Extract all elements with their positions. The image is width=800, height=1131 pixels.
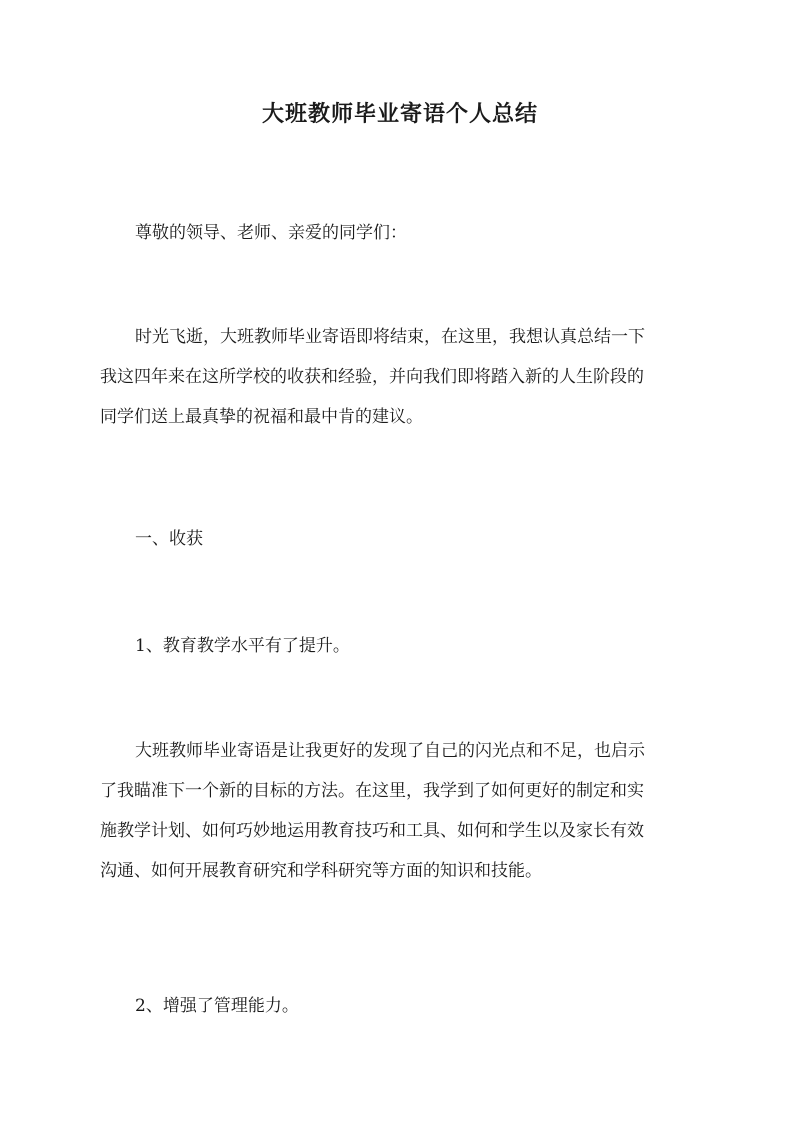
item-1-body-line-1: 大班教师毕业寄语是让我更好的发现了自己的闪光点和不足，也启示: [135, 741, 645, 761]
intro-line-2: 我这四年来在这所学校的收获和经验，并向我们即将踏入新的人生阶段的: [100, 367, 644, 387]
item-1-body-line-4: 沟通、如何开展教育研究和学科研究等方面的知识和技能。: [100, 861, 542, 881]
greeting-text: 尊敬的领导、老师、亲爱的同学们：: [135, 223, 407, 243]
item-1-heading-paragraph: [135, 626, 695, 666]
section-1-heading: 一、收获: [135, 529, 203, 549]
document-title: 大班教师毕业寄语个人总结: [261, 101, 538, 127]
greeting-paragraph: [135, 213, 695, 253]
item-1-body-line-3: 施教学计划、如何巧妙地运用教育技巧和工具、如何和学生以及家长有效: [100, 821, 644, 841]
item-1-body-line-2: 了我瞄准下一个新的目标的方法。在这里，我学到了如何更好的制定和实: [100, 781, 644, 801]
item-1-heading: 1、教育教学水平有了提升。: [135, 636, 350, 656]
intro-line-3: 同学们送上最真挚的祝福和最中肯的建议。: [100, 407, 423, 427]
item-2-heading-paragraph: [135, 986, 695, 1026]
intro-paragraph: [100, 317, 695, 437]
intro-line-1: 时光飞逝，大班教师毕业寄语即将结束，在这里，我想认真总结一下: [135, 327, 645, 347]
section-heading-paragraph: [135, 519, 695, 559]
item-1-body-paragraph: [100, 731, 695, 891]
item-2-heading: 2、增强了管理能力。: [135, 996, 299, 1016]
